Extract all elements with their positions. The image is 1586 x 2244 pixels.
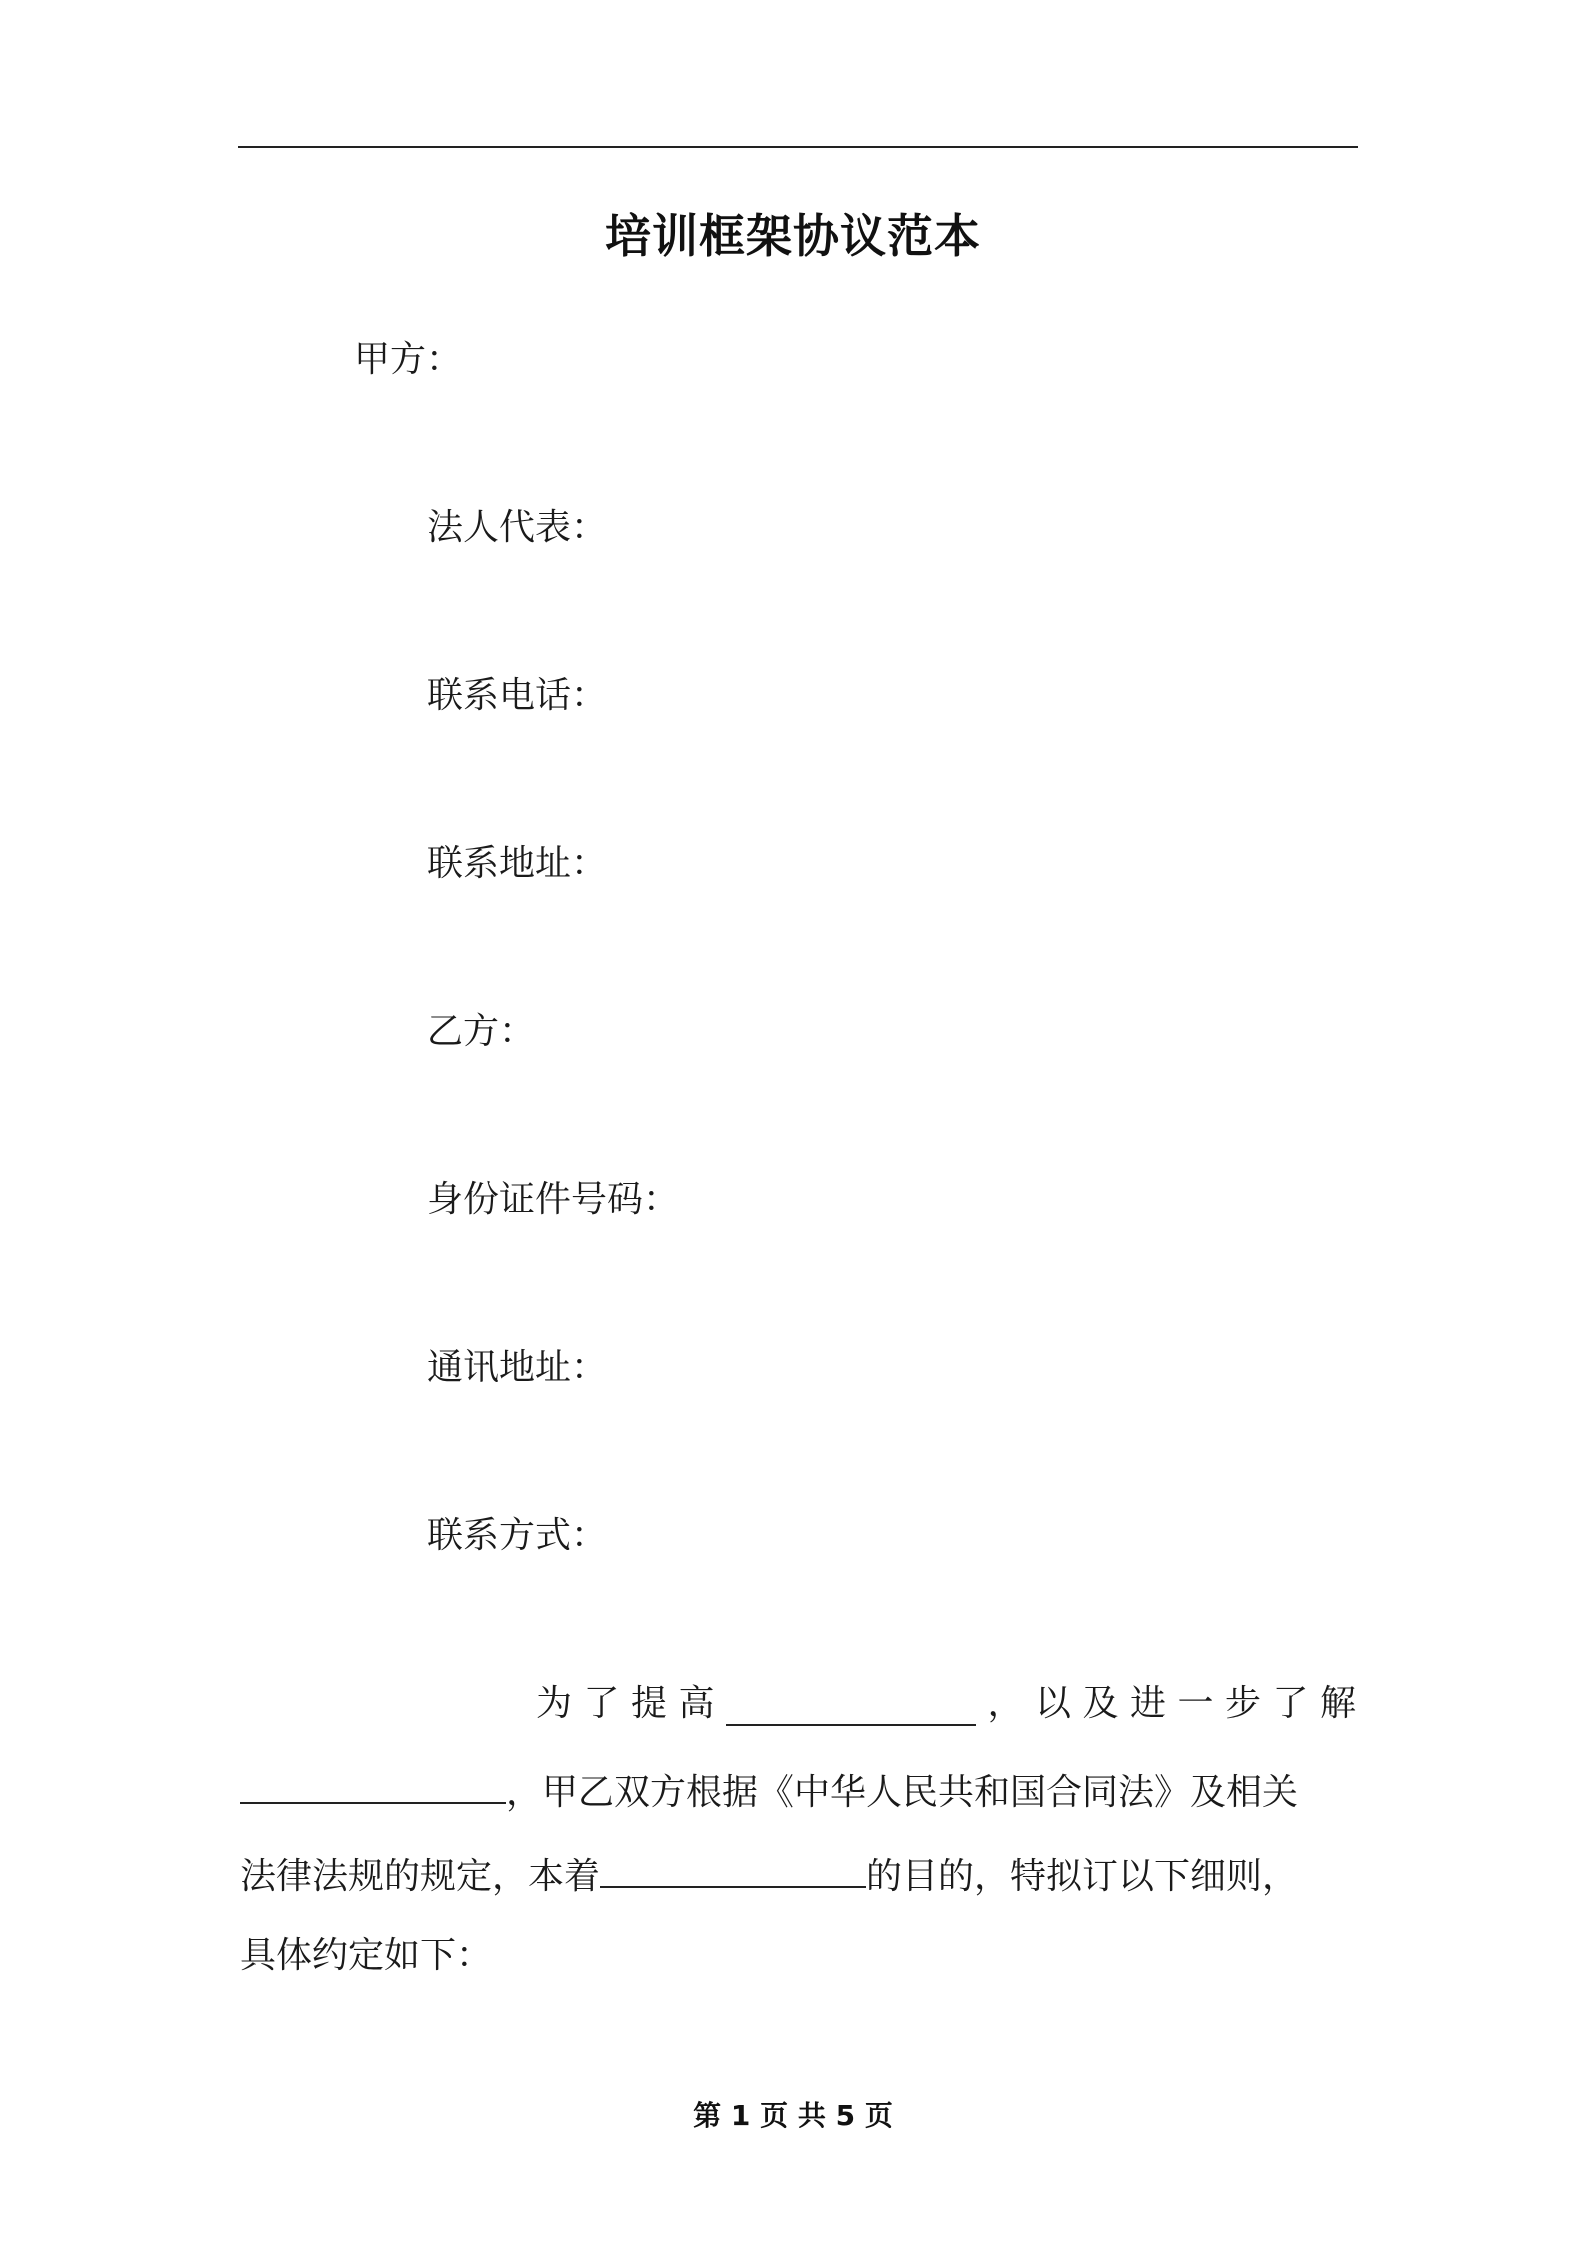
intro-line-2: [240, 1766, 1356, 1815]
party-a-label: 甲方：: [354, 339, 463, 380]
address-label: 联系地址：: [427, 843, 608, 884]
mail-address-label: 通讯地址：: [427, 1347, 608, 1388]
intro-line-1: [536, 1682, 1356, 1726]
intro-char: 为: [536, 1683, 573, 1724]
intro-text: 具体约定如下：: [240, 1935, 493, 1976]
intro-line-3: [240, 1850, 1356, 1899]
intro-char: 了: [1272, 1683, 1309, 1724]
intro-char: 以: [1034, 1683, 1071, 1724]
intro-char: 提: [631, 1683, 668, 1724]
phone-label: 联系电话：: [427, 675, 608, 716]
legal-rep-label: 法人代表：: [427, 507, 608, 548]
page-number-footer: 第 1 页 共 5 页: [693, 2099, 893, 2132]
intro-text: ，甲乙双方根据《中华人民共和国合同法》及相关: [506, 1772, 1299, 1813]
intro-line-4: [240, 1934, 1356, 1978]
intro-char: 解: [1319, 1683, 1356, 1724]
blank-line: [240, 1766, 506, 1804]
intro-text: 法律法规的规定，本着: [240, 1856, 601, 1897]
intro-char: 高: [678, 1683, 715, 1724]
party-b-label: 乙方：: [427, 1011, 536, 1052]
contact-method-label: 联系方式：: [427, 1515, 608, 1556]
intro-char: ，: [987, 1683, 1024, 1724]
blank-line: [726, 1688, 976, 1726]
intro-char: 一: [1177, 1683, 1214, 1724]
header-rule: [238, 146, 1358, 148]
document-title: 培训框架协议范本: [605, 209, 981, 263]
intro-char: 了: [583, 1683, 620, 1724]
id-number-label: 身份证件号码：: [427, 1179, 680, 1220]
blank-line: [600, 1850, 866, 1888]
intro-char: 进: [1129, 1683, 1166, 1724]
intro-text: 的目的，特拟订以下细则，: [866, 1856, 1299, 1897]
intro-char: 步: [1224, 1683, 1261, 1724]
intro-char: 及: [1082, 1683, 1119, 1724]
